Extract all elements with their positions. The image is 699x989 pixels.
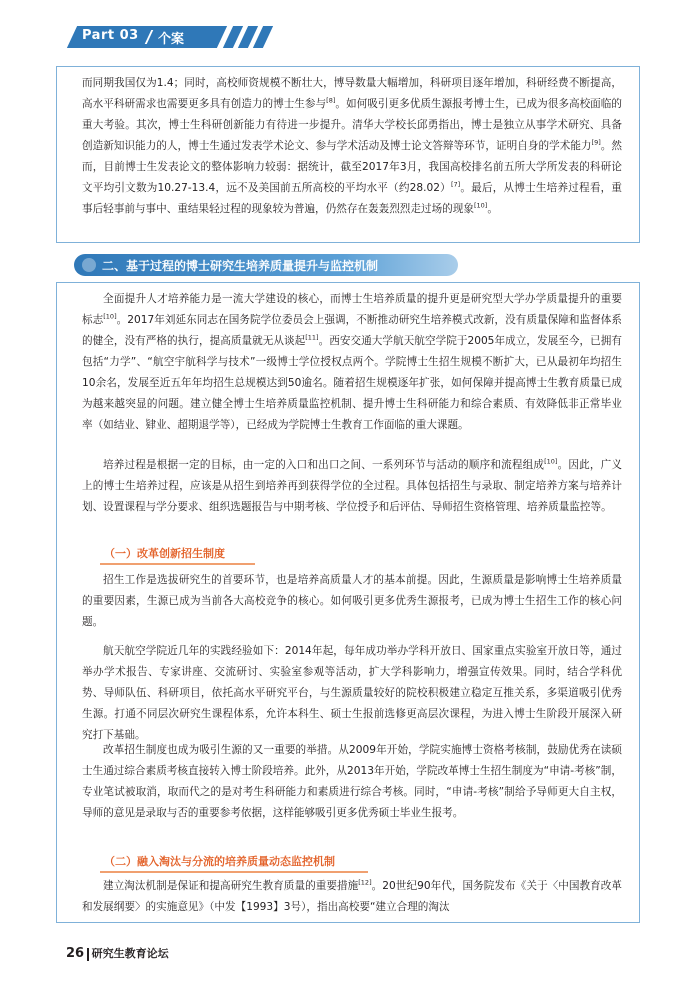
intro-text: 而同期我国仅为1.4；同时，高校师资规模不断壮大，博导数量大幅增加，科研项目逐年增加，科研经费不断提高，高水平科研需求也需要更多具有创造力的博士生参与 bbox=[82, 77, 622, 110]
page-number: 26 bbox=[66, 946, 85, 961]
part-label: Part 03 bbox=[82, 28, 139, 43]
journal-name: 研究生教育论坛 bbox=[91, 947, 169, 960]
section-title: 二、基于过程的博士研究生培养质量提升与监控机制 bbox=[102, 259, 379, 273]
body-text: 。20世纪90年代，国务院发布《关于〈中国教育改革和发展纲要〉的实施意见》（中发【1993】3号），指出高校要“建立合理的淘汰 bbox=[82, 880, 622, 913]
subheading-underline bbox=[100, 871, 368, 873]
section-name: 个案 bbox=[158, 32, 185, 47]
paragraph-2 bbox=[82, 455, 622, 518]
subheading-2: （二）融入淘汰与分流的培养质量动态监控机制 bbox=[104, 855, 335, 868]
paragraph-5: 改革招生制度也成为吸引生源的又一重要的举措。从2009年开始，学院实施博士资格考核制，鼓励优秀在读硕士生通过综合素质考核直接转入博士阶段培养。此外，从2013年开始，学院改革博士生招生制度为“申请-考核”制，专业笔试被取消，取而代之的是对考生科研能力和素质进行综合考核。同时，“申请-考核”制给予导师更大自主权，导师的意见是录取与否的重要参考依据，这样能够吸引更多优秀硕士毕业生报考。 bbox=[82, 744, 622, 819]
citation: [11] bbox=[305, 333, 319, 342]
body-text: 。因此，广义上的博士生培养过程，应该是从招生到培养再到获得学位的全过程。具体包括招生与录取、制定培养方案与培养计划、设置课程与学分要求、组织选题报告与中期考核、学位授予和后评估、导师招生资格管理、培养质量监控等。 bbox=[82, 459, 623, 513]
page-footer bbox=[66, 945, 169, 961]
intro-text: 。最后，从博士生培养过程看，重事后轻事前与事中、重结果轻过程的现象较为普遍，仍然存在轰轰烈烈走过场的现象 bbox=[82, 182, 622, 215]
intro-text: 。如何吸引更多优质生源报考博士生，已成为很多高校面临的重大考验。其次，博士生科研创新能力有待进一步提升。清华大学校长邱勇指出，博士是独立从事学术研究、具备创造新知识能力的人，博士生通过发表学术论文、参与学术活动及博士论文答辩等环节，证明自身的学术能力 bbox=[82, 98, 623, 152]
section-heading-band bbox=[74, 254, 458, 276]
paragraph-1 bbox=[82, 289, 622, 436]
section-heading-dot bbox=[82, 258, 96, 272]
body-text: 建立淘汰机制是保证和提高研究生教育质量的重要措施 bbox=[103, 880, 359, 892]
citation: [8] bbox=[326, 96, 336, 105]
subheading-underline bbox=[100, 563, 255, 565]
citation: [7] bbox=[450, 180, 461, 189]
intro-text: 。 bbox=[487, 203, 498, 215]
body-text: 培养过程是根据一定的目标，由一定的入口和出口之间、一系列环节与活动的顺序和流程组成 bbox=[103, 459, 545, 471]
citation: [10] bbox=[473, 201, 488, 210]
body-text: 。2017年刘延东同志在国务院学位委员会上强调，不断推动研究生培养模式改新，没有质量保障和监督体系的健全，没有严格的执行，提高质量就无从谈起 bbox=[82, 314, 622, 347]
citation: [10] bbox=[544, 457, 558, 466]
paragraph-6 bbox=[82, 876, 622, 918]
citation: [12] bbox=[358, 878, 372, 887]
footer-divider bbox=[87, 948, 89, 961]
subheading-1: （一）改革创新招生制度 bbox=[104, 547, 225, 560]
body-text: 。西安交通大学航天航空学院于2005年成立，发展至今，已拥有包括“力学”、“航空宇航科学与技术”一级博士学位授权点两个。学院博士生招生规模不断扩大，已从最初年均招生10余名，发展至近五年年均招生总规模达到50逾名。随着招生规模逐年扩张，如何保障并提高博士生教育质量已成为越来越突显的问题。建立健全博士生培养质量监控机制、提升博士生科研能力和综合素质、有效降低非正常毕业率（如结业、肄业、超期退学等），已经成为学院博士生教育工作面临的重大课题。 bbox=[82, 335, 622, 431]
intro-text: 。然而，目前博士生发表论文的整体影响力较弱：据统计，截至2017年3月，我国高校排名前五所大学所发表的科研论文平均引文数为10.27-13.4，远不及美国前五所高校的平均水平（约28.02） bbox=[82, 140, 622, 194]
citation: [9] bbox=[591, 138, 601, 147]
header-banner bbox=[48, 26, 258, 48]
paragraph-4: 航天航空学院近几年的实践经验如下：2014年起，每年成功举办学科开放日、国家重点实验室开放日等，通过举办学术报告、专家讲座、交流研讨、实验室参观等活动，扩大学科影响力，增强宣传效果。同时，结合学科优势、导师队伍、科研项目，依托高水平研究平台，与生源质量较好的院校积极建立稳定互推关系，多渠道吸引优秀生源。打通不同层次研究生课程体系，允许本科生、硕士生报前选修更高层次课程，为进入博士生阶段开展深入研究打下基础。 bbox=[82, 645, 622, 741]
paragraph-3: 招生工作是选拔研究生的首要环节，也是培养高质量人才的基本前提。因此，生源质量是影响博士生培养质量的重要因素，生源已成为当前各大高校竞争的核心。如何吸引更多优秀生源报考，已成为博士生招生工作的核心问题。 bbox=[82, 574, 622, 628]
citation: [10] bbox=[103, 312, 117, 321]
body-text: 全面提升人才培养能力是一流大学建设的核心，而博士生培养质量的提升更是研究型大学办学质量提升的重要标志 bbox=[82, 293, 622, 326]
intro-paragraph bbox=[82, 73, 622, 220]
